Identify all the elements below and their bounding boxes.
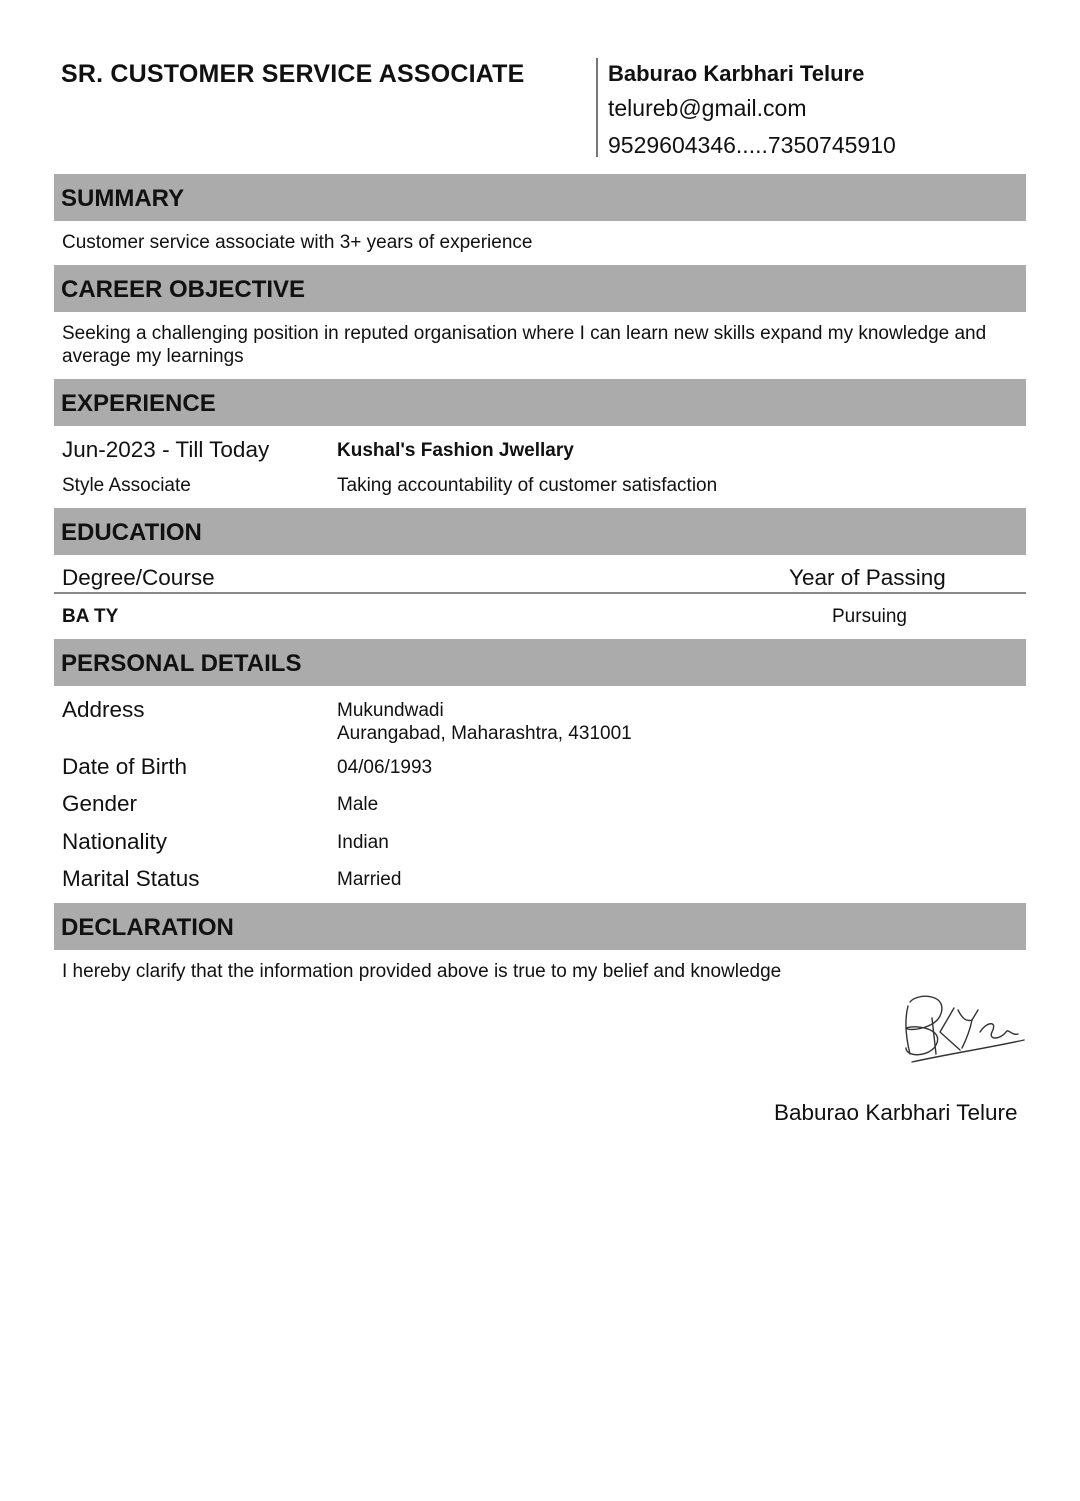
education-heading: EDUCATION	[54, 508, 1026, 555]
candidate-name: Baburao Karbhari Telure	[608, 61, 865, 86]
education-divider	[54, 592, 1026, 594]
summary-heading: SUMMARY	[54, 174, 1026, 221]
nationality-label: Nationality	[62, 829, 168, 854]
signatory-name: Baburao Karbhari Telure	[774, 1100, 1018, 1125]
gender-label: Gender	[62, 791, 138, 816]
contact-block	[596, 58, 1016, 157]
experience-company: Kushal's Fashion Jwellary	[337, 440, 574, 461]
experience-role: Style Associate	[62, 475, 191, 496]
education-col-year: Year of Passing	[789, 565, 946, 590]
signature-image	[888, 988, 1028, 1068]
experience-heading: EXPERIENCE	[54, 379, 1026, 426]
declaration-heading: DECLARATION	[54, 903, 1026, 950]
education-year: Pursuing	[832, 606, 907, 627]
experience-period: Jun-2023 - Till Today	[62, 437, 270, 462]
career-objective-heading: CAREER OBJECTIVE	[54, 265, 1026, 312]
job-title: SR. CUSTOMER SERVICE ASSOCIATE	[61, 60, 525, 88]
experience-description: Taking accountability of customer satisfaction	[337, 475, 718, 496]
declaration-text: I hereby clarify that the information provided above is true to my belief and knowledge	[62, 961, 782, 982]
dob-value: 04/06/1993	[337, 757, 433, 778]
personal-details-heading: PERSONAL DETAILS	[54, 639, 1026, 686]
email-text: telureb@gmail.com	[608, 95, 807, 121]
dob-label: Date of Birth	[62, 754, 188, 779]
education-degree: BA TY	[62, 606, 119, 627]
nationality-value: Indian	[337, 832, 389, 853]
address-label: Address	[62, 697, 145, 722]
address-line1: Mukundwadi	[337, 700, 444, 721]
address-line2: Aurangabad, Maharashtra, 431001	[337, 723, 632, 744]
career-objective-text: Seeking a challenging position in reputed organisation where I can learn new skills expand my knowledge and average my learnings	[62, 323, 987, 367]
gender-value: Male	[337, 794, 379, 815]
education-col-degree: Degree/Course	[62, 565, 215, 590]
marital-status-label: Marital Status	[62, 866, 200, 891]
summary-text: Customer service associate with 3+ years of experience	[62, 232, 533, 253]
phone-text: 9529604346.....7350745910	[608, 132, 896, 158]
marital-status-value: Married	[337, 869, 402, 890]
